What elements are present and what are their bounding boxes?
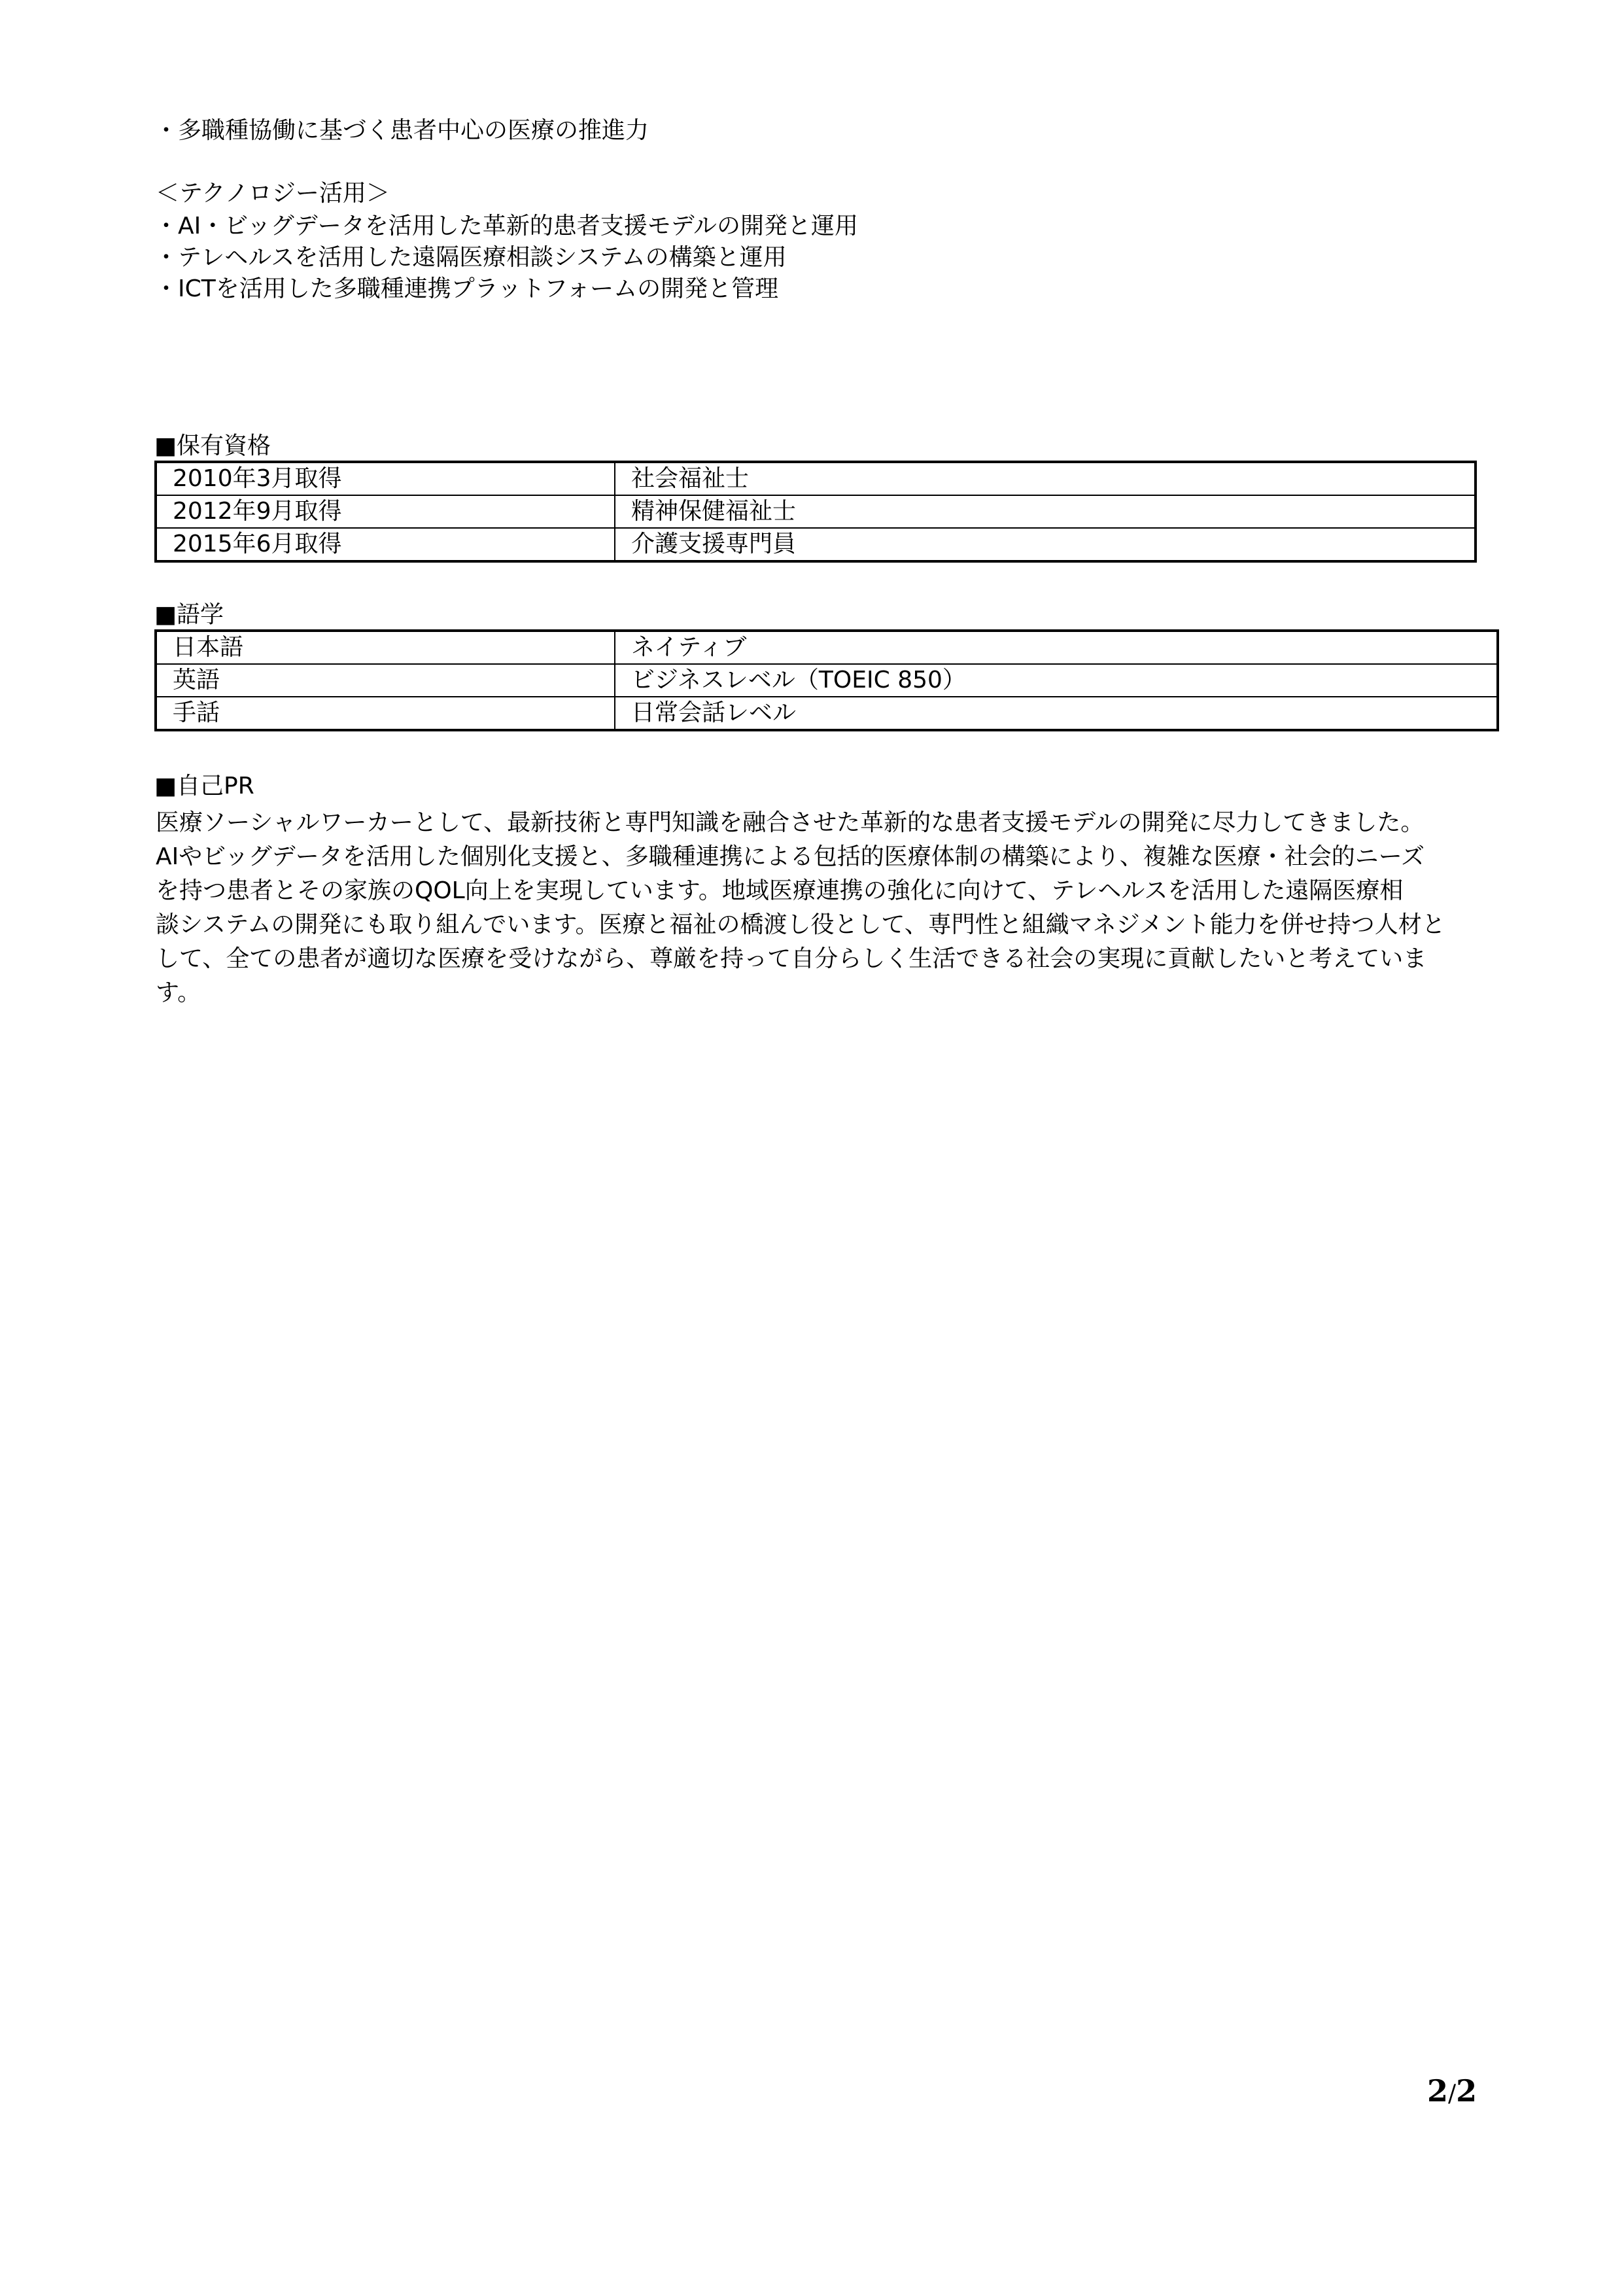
- self-pr-line: を持つ患者とその家族のQOL向上を実現しています。地域医療連携の強化に向けて、テレヘルスを活用した遠隔医療相: [156, 877, 1404, 904]
- self-pr-line: 談システムの開発にも取り組んでいます。医療と福祉の橋渡し役として、専門性と組織マネジメント能力を併せ持つ人材と: [156, 911, 1445, 938]
- technology-item: ・AI・ビッグデータを活用した革新的患者支援モデルの開発と運用: [154, 213, 859, 239]
- table-row: [156, 664, 1498, 697]
- language-level: ネイティブ: [615, 631, 1498, 664]
- language-name: 英語: [156, 664, 615, 697]
- technology-item: ・ICTを活用した多職種連携プラットフォームの開発と管理: [154, 275, 779, 302]
- table-row: [156, 462, 1476, 495]
- page-total: 2: [1456, 2073, 1477, 2109]
- languages-table: [154, 629, 1499, 731]
- qualification-date: 2010年3月取得: [156, 462, 615, 495]
- skill-bullet-collaboration: ・多職種協働に基づく患者中心の医療の推進力: [154, 117, 649, 144]
- language-level: 日常会話レベル: [615, 697, 1498, 730]
- page-current: 2: [1427, 2073, 1449, 2109]
- qualification-date: 2012年9月取得: [156, 495, 615, 528]
- qualification-name: 介護支援専門員: [615, 528, 1476, 561]
- self-pr-line: 医療ソーシャルワーカーとして、最新技術と専門知識を融合させた革新的な患者支援モデルの開発に尽力してきました。: [156, 809, 1425, 836]
- qualifications-table: [154, 461, 1477, 563]
- table-row: [156, 495, 1476, 528]
- self-pr-line: AIやビッグデータを活用した個別化支援と、多職種連携による包括的医療体制の構築により、複雑な医療・社会的ニーズ: [156, 843, 1425, 870]
- self-pr-line: す。: [156, 979, 201, 1006]
- language-level: ビジネスレベル（TOEIC 850）: [615, 664, 1498, 697]
- languages-title: ■語学: [154, 601, 224, 628]
- table-row: [156, 631, 1498, 664]
- qualification-name: 精神保健福祉士: [615, 495, 1476, 528]
- page-separator: /: [1448, 2080, 1457, 2107]
- language-name: 手話: [156, 697, 615, 730]
- language-name: 日本語: [156, 631, 615, 664]
- qualifications-title: ■保有資格: [154, 432, 271, 459]
- self-pr-title: ■自己PR: [154, 773, 254, 799]
- qualification-name: 社会福祉士: [615, 462, 1476, 495]
- qualification-date: 2015年6月取得: [156, 528, 615, 561]
- page-number: [1427, 2073, 1477, 2112]
- table-row: [156, 697, 1498, 730]
- self-pr-body: [156, 806, 1503, 1010]
- table-row: [156, 528, 1476, 561]
- technology-item: ・テレヘルスを活用した遠隔医療相談システムの構築と運用: [154, 244, 787, 271]
- self-pr-line: して、全ての患者が適切な医療を受けながら、尊厳を持って自分らしく生活できる社会の実現に貢献したいと考えていま: [156, 945, 1427, 972]
- technology-heading: ＜テクノロジー活用＞: [156, 180, 390, 207]
